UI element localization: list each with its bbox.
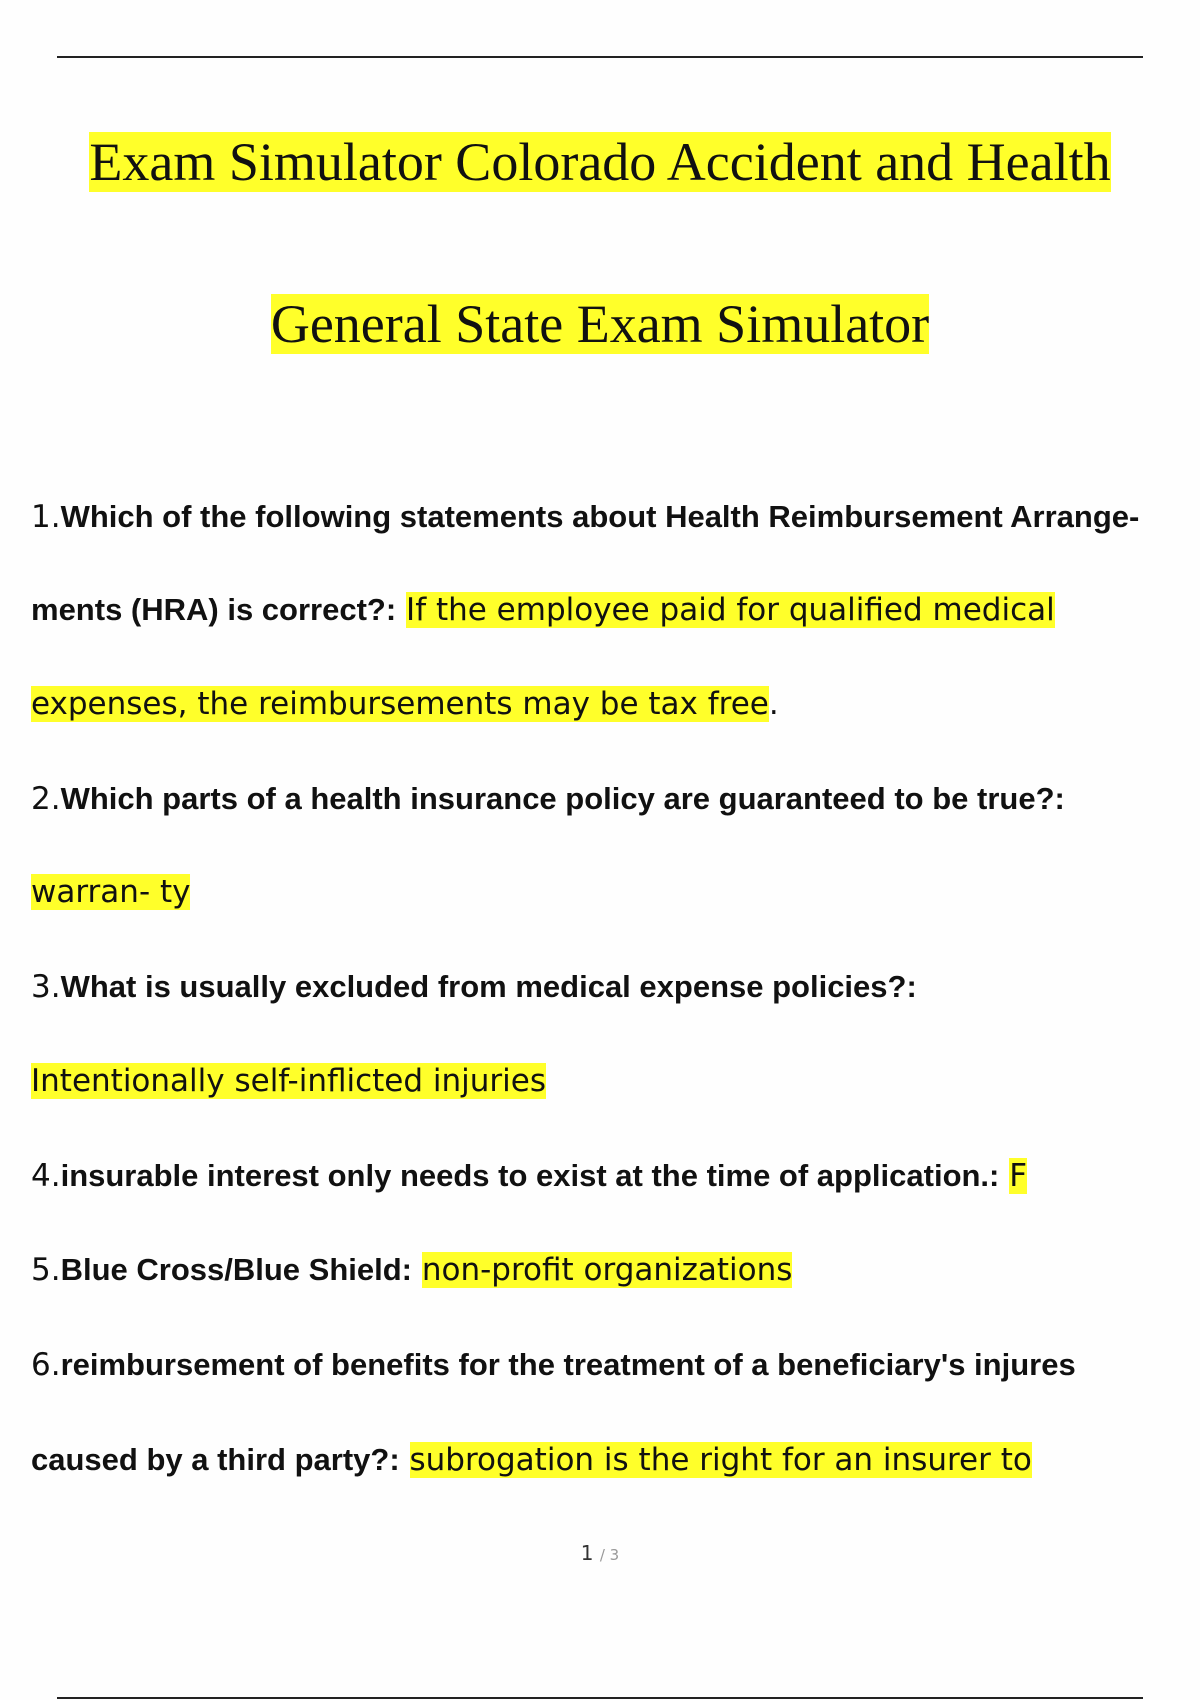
question-number: 6.: [31, 1347, 61, 1383]
question-number: 1.: [31, 499, 61, 535]
question-text: caused by a third party?:: [31, 1442, 400, 1477]
total-pages: / 3: [599, 1546, 620, 1564]
question-1-line-1: [31, 496, 1139, 538]
top-rule: [57, 56, 1143, 58]
question-number: 4.: [31, 1158, 61, 1194]
question-6-line-1: [31, 1344, 1076, 1386]
answer-text: If the employee paid for qualified medical: [406, 592, 1055, 628]
title-line-2: General State Exam Simulator: [270, 294, 930, 354]
answer-text: warran- ty: [31, 874, 191, 910]
question-text: Blue Cross/Blue Shield:: [60, 1252, 412, 1287]
question-number: 3.: [31, 969, 61, 1005]
question-text: ments (HRA) is correct?:: [31, 592, 397, 627]
question-number: 5.: [31, 1252, 61, 1288]
title-line-1: Exam Simulator Colorado Accident and Health: [89, 132, 1111, 192]
answer-text: expenses, the reimbursements may be tax free: [31, 686, 769, 722]
question-number: 2.: [31, 781, 61, 817]
question-text: Which of the following statements about Health Reimbursement Arrange-: [60, 499, 1140, 534]
answer-1-line-2: [31, 683, 779, 725]
answer-text: subrogation is the right for an insurer to: [409, 1442, 1032, 1478]
question-text: What is usually excluded from medical expense policies?:: [60, 969, 917, 1004]
question-text: insurable interest only needs to exist at the time of application.:: [60, 1158, 1000, 1193]
answer-2: [31, 871, 190, 913]
question-6-line-2: [31, 1439, 1032, 1481]
current-page: 1: [580, 1541, 594, 1565]
page-indicator: [0, 1541, 1200, 1565]
question-5: [31, 1249, 792, 1291]
answer-text: Intentionally self-inflicted injuries: [31, 1063, 547, 1099]
answer-trailing: .: [768, 686, 779, 722]
question-text: reimbursement of benefits for the treatment of a beneficiary's injures: [60, 1347, 1076, 1382]
question-3: [31, 966, 917, 1008]
answer-text: F: [1009, 1158, 1028, 1194]
question-2: [31, 778, 1065, 820]
bottom-rule: [57, 1697, 1143, 1699]
question-4: [31, 1155, 1027, 1197]
question-1-line-2: [31, 589, 1055, 631]
answer-text: non-profit organizations: [421, 1252, 793, 1288]
answer-3: [31, 1060, 546, 1102]
question-text: Which parts of a health insurance policy are guaranteed to be true?:: [60, 781, 1065, 816]
